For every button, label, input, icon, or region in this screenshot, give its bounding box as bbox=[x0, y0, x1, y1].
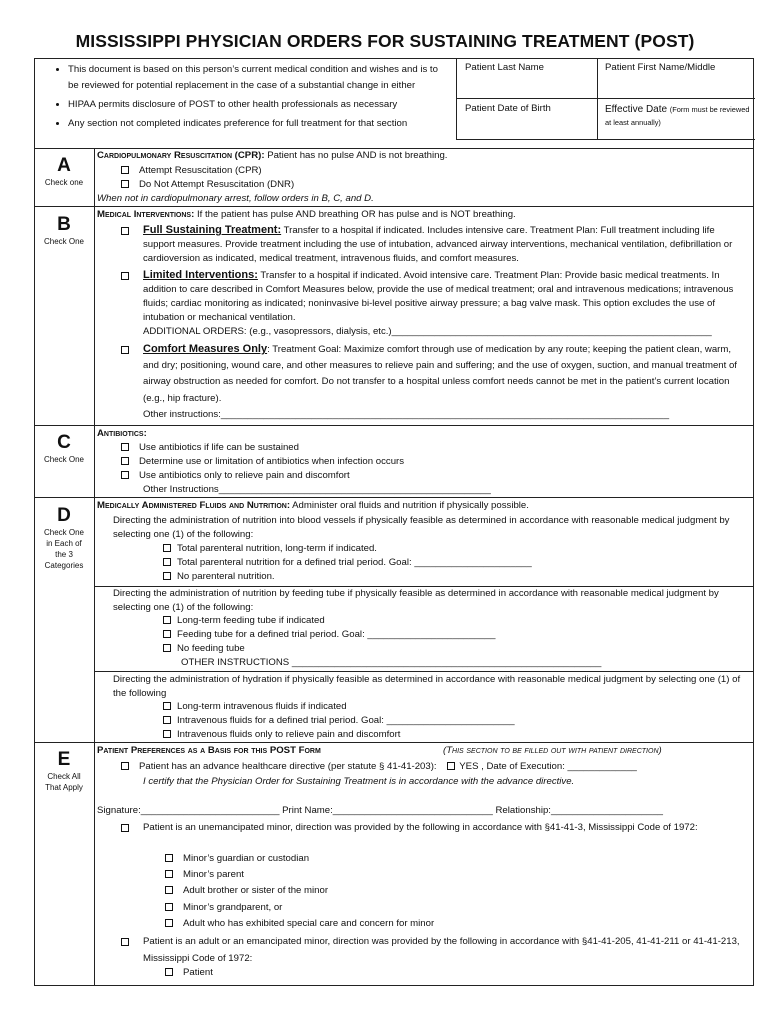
iv-option-2[interactable]: Total parenteral nutrition for a defined trial period. Goal: ______________________ bbox=[163, 557, 532, 570]
minor-sub-option-2[interactable]: Minor’s parent bbox=[165, 869, 244, 882]
checkbox[interactable] bbox=[121, 471, 129, 479]
effective-date-note: (Form must be reviewed at least annually) bbox=[605, 105, 750, 127]
section-a-label: A Check one bbox=[44, 155, 84, 187]
form-title: MISSISSIPPI PHYSICIAN ORDERS FOR SUSTAINING TREATMENT (POST) bbox=[75, 31, 695, 51]
other-instructions-field[interactable]: Other instructions:____________________________________________________________________________________ bbox=[143, 409, 670, 420]
header-instructions bbox=[46, 62, 451, 135]
antibiotics-option-3[interactable]: Use antibiotics only to relieve pain and discomfort bbox=[121, 470, 350, 483]
section-c-heading: Antibiotics: bbox=[97, 428, 147, 439]
checkbox[interactable] bbox=[163, 702, 171, 710]
cpr-option[interactable]: Attempt Resuscitation (CPR) bbox=[121, 165, 262, 178]
section-b-heading-rest: If the patient has pulse AND breathing OR has pulse and is NOT breathing. bbox=[196, 209, 516, 220]
section-e-label: E Check All That Apply bbox=[45, 749, 83, 792]
section-b-label: B Check One bbox=[43, 214, 85, 246]
dnr-option[interactable]: Do Not Attempt Resuscitation (DNR) bbox=[121, 179, 294, 192]
section-a-note: When not in cardiopulmonary arrest, follow orders in B, C, and D. bbox=[97, 193, 374, 204]
section-d-heading: Medically Administered Fluids and Nutrition: bbox=[97, 500, 291, 511]
limited-interventions-checkbox[interactable] bbox=[121, 272, 129, 280]
antibiotics-option-2[interactable]: Determine use or limitation of antibiotics when infection occurs bbox=[121, 456, 404, 469]
header-bullet: • HIPAA permits disclosure of POST to other health professionals as necessary bbox=[68, 97, 451, 113]
checkbox[interactable] bbox=[121, 762, 129, 770]
checkbox[interactable] bbox=[163, 716, 171, 724]
minor-sub-option-4[interactable]: Minor’s grandparent, or bbox=[165, 902, 282, 915]
comfort-measures-option: Comfort Measures Only: Treatment Goal: Maximize comfort through use of medication by any route; keeping the patient clean, warm, and dry; positioning, wound care, and other measures to relieve pain and suffering; and the use of oxygen, suction, and manual treatment of airway obstruction as needed for comfort. Do not transfer to a hospital unless comfort needs cannot be met in the patient’s current location (e.g., hip fracture). bbox=[143, 343, 737, 404]
checkbox[interactable] bbox=[163, 730, 171, 738]
minor-option: Patient is an unemancipated minor, direction was provided by the following in accordance with §41-41-3, Mississippi Code of 1972: bbox=[143, 822, 698, 833]
antibiotics-other-field[interactable]: Other Instructions___________________________________________________ bbox=[143, 484, 491, 495]
hydration-option-3[interactable]: Intravenous fluids only to relieve pain and discomfort bbox=[163, 729, 400, 742]
tube-option-1[interactable]: Long-term feeding tube if indicated bbox=[163, 615, 325, 628]
advance-directive-option[interactable]: Patient has an advance healthcare directive (per statute § 41-41-203): YES , Date of Execution: _____________ bbox=[121, 761, 637, 774]
certify-statement: I certify that the Physician Order for Sustaining Treatment is in accordance with the advance directive. bbox=[143, 776, 575, 787]
tube-nutrition-intro: Directing the administration of nutrition by feeding tube if physically feasible as determined in accordance with reasonable medical judgment by selecting one (1) of the following: bbox=[113, 588, 719, 613]
section-d-heading-rest: Administer oral fluids and nutrition if physically possible. bbox=[292, 500, 529, 511]
checkbox[interactable] bbox=[165, 886, 173, 894]
checkbox[interactable] bbox=[163, 558, 171, 566]
full-treatment-checkbox[interactable] bbox=[121, 227, 129, 235]
hydration-option-2[interactable]: Intravenous fluids for a defined trial period. Goal: ________________________ bbox=[163, 715, 515, 728]
minor-sub-option-3[interactable]: Adult brother or sister of the minor bbox=[165, 885, 328, 898]
tube-option-2[interactable]: Feeding tube for a defined trial period. Goal: ________________________ bbox=[163, 629, 495, 642]
tube-other-instructions-field[interactable]: OTHER INSTRUCTIONS __________________________________________________________ bbox=[181, 657, 602, 668]
checkbox[interactable] bbox=[121, 180, 129, 188]
minor-sub-option-5[interactable]: Adult who has exhibited special care and concern for minor bbox=[165, 918, 434, 931]
hydration-option-1[interactable]: Long-term intravenous fluids if indicated bbox=[163, 701, 347, 714]
adult-sub-option-1[interactable]: Patient bbox=[165, 967, 213, 980]
full-treatment-option: Full Sustaining Treatment: Transfer to a hospital if indicated. Includes intensive care. Treatment Plan: Full treatment including life support measures. Provide treatment including the use of intubation, advanced airway interventions, mechanical ventilation, defibrillation or cardioversion as indicated, medical treatment, intravenous fluids, and comfort measures. bbox=[143, 224, 733, 264]
checkbox[interactable] bbox=[165, 919, 173, 927]
effective-date-field[interactable] bbox=[605, 103, 753, 130]
comfort-measures-checkbox[interactable] bbox=[121, 346, 129, 354]
iv-nutrition-intro: Directing the administration of nutrition into blood vessels if physically feasible as determined in accordance with reasonable medical judgment by selecting one (1) of the following: bbox=[113, 515, 730, 540]
section-e-heading: Patient Preferences as a Basis for this POST Form bbox=[97, 745, 321, 756]
minor-checkbox[interactable] bbox=[121, 824, 129, 832]
tube-option-3[interactable]: No feeding tube bbox=[163, 643, 245, 656]
patient-first-name-field[interactable]: Patient First Name/Middle bbox=[605, 62, 716, 73]
yes-checkbox[interactable] bbox=[447, 762, 455, 770]
signature-line[interactable]: Signature:__________________________ Print Name:______________________________ Relationship:_____________________ bbox=[97, 805, 664, 816]
checkbox[interactable] bbox=[165, 870, 173, 878]
iv-option-3[interactable]: No parenteral nutrition. bbox=[163, 571, 275, 584]
patient-info-grid bbox=[456, 58, 755, 140]
minor-sub-option-1[interactable]: Minor’s guardian or custodian bbox=[165, 853, 309, 866]
checkbox[interactable] bbox=[165, 903, 173, 911]
patient-last-name-field[interactable]: Patient Last Name bbox=[465, 62, 544, 73]
adult-option: Patient is an adult or an emancipated minor, direction was provided by the following in accordance with §41-41-205, 41-41-211 or 41-41-213, Mississippi Code of 1972: bbox=[143, 936, 740, 964]
section-b-heading: Medical Interventions: bbox=[97, 209, 195, 220]
adult-checkbox[interactable] bbox=[121, 938, 129, 946]
section-c-label: C Check One bbox=[43, 432, 85, 464]
checkbox[interactable] bbox=[165, 968, 173, 976]
checkbox[interactable] bbox=[121, 166, 129, 174]
iv-option-1[interactable]: Total parenteral nutrition, long-term if indicated. bbox=[163, 543, 377, 556]
checkbox[interactable] bbox=[165, 854, 173, 862]
header-bullet: • Any section not completed indicates preference for full treatment for that section bbox=[68, 116, 451, 132]
checkbox[interactable] bbox=[163, 644, 171, 652]
checkbox[interactable] bbox=[163, 616, 171, 624]
checkbox[interactable] bbox=[163, 544, 171, 552]
checkbox[interactable] bbox=[121, 457, 129, 465]
checkbox[interactable] bbox=[121, 443, 129, 451]
antibiotics-option-1[interactable]: Use antibiotics if life can be sustained bbox=[121, 442, 299, 455]
additional-orders-field[interactable]: ADDITIONAL ORDERS: (e.g., vasopressors, dialysis, etc.)____________________________________________________________ bbox=[143, 326, 712, 337]
checkbox[interactable] bbox=[163, 572, 171, 580]
hydration-intro: Directing the administration of hydration if physically feasible as determined in accordance with reasonable medical judgment by selecting one (1) of the following bbox=[113, 674, 741, 699]
checkbox[interactable] bbox=[163, 630, 171, 638]
effective-date-label: Effective Date bbox=[605, 104, 668, 115]
section-e-heading-note: (This section to be filled out with patient direction) bbox=[443, 745, 662, 756]
header-bullet: • This document is based on this person’s current medical condition and wishes and is to be reviewed for potential replacement in the case of a substantial change in either bbox=[68, 62, 451, 94]
section-d-label: D Check One in Each of the 3 Categories bbox=[43, 505, 85, 570]
section-a-heading-rest: Patient has no pulse AND is not breathing. bbox=[267, 150, 448, 161]
patient-dob-field[interactable]: Patient Date of Birth bbox=[465, 103, 551, 114]
limited-interventions-option: Limited Interventions: Transfer to a hospital if indicated. Avoid intensive care. Treatment Plan: Provide basic medical treatments. In addition to care described in Comfort Measures below, provide the use of medical treatment; oral and intravenous medications; intravenous fluids; cardiac monitoring as indicated; noninvasive bi-level positive airway pressure; a bag valve mask. This option excludes the use of intubation or mechanical ventilation. bbox=[143, 269, 734, 323]
section-a-heading: Cardiopulmonary Resuscitation (CPR): bbox=[97, 150, 265, 161]
